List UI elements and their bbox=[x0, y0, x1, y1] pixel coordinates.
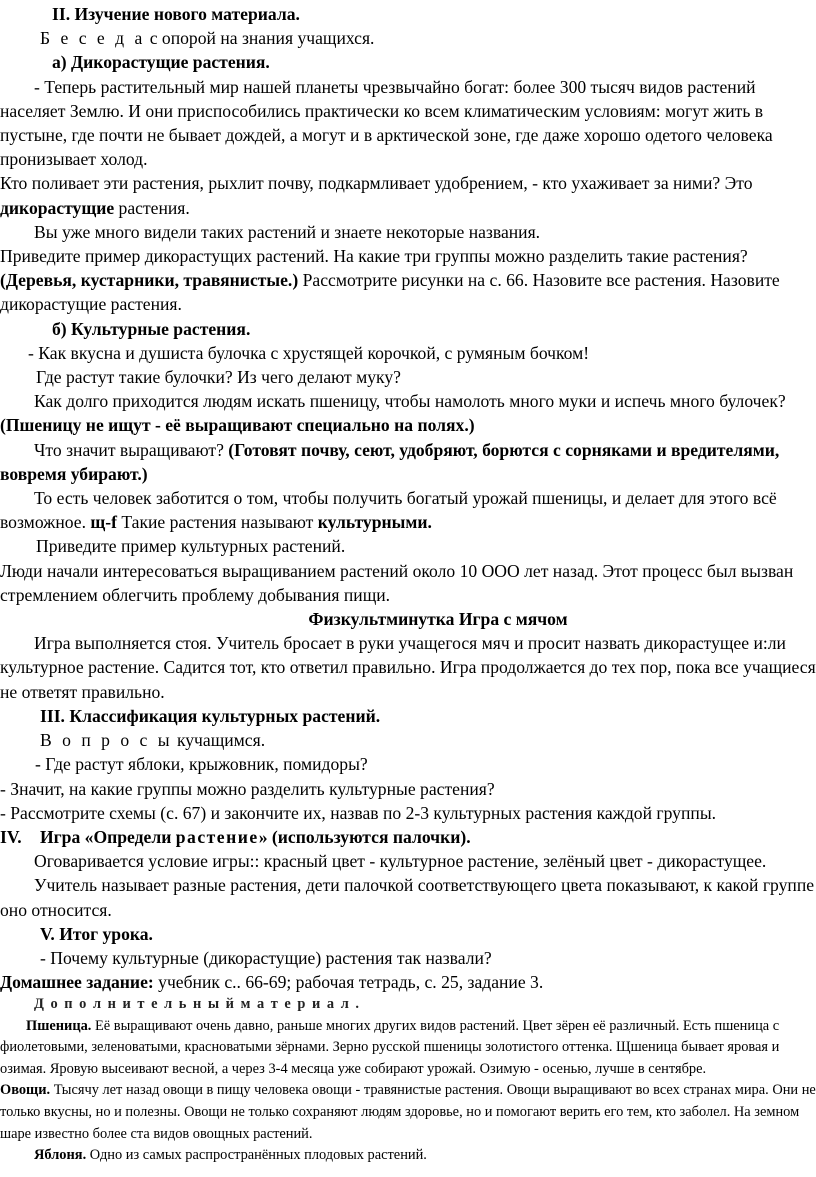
section-3-title: III. Классификация культурных растений. bbox=[40, 705, 381, 726]
vegetables-text: Тысячу лет назад овощи в пищу человека овощи - травянистые растения. Овощи выращивают во всех странах мира. Они не только вкусны, но и полезны. Овощи не только сохраняют людям здоровье, но и помогают верить его тем, кто заболел. На земном шаре известно более ста видов овощных растений. bbox=[0, 1082, 816, 1142]
game-condition: Оговаривается условие игры:: красный цвет - культурное растение, зелёный цвет - дикорастущее. bbox=[34, 851, 767, 872]
spaced-word: растение bbox=[175, 826, 259, 847]
extra-title: Д о п о л н и т е л ь н ы й м а т е р и а л . bbox=[34, 996, 361, 1012]
question-3: - Рассмотрите схемы (с. 67) и закончите их, назвав по 2-3 культурных растения каждой группы. bbox=[0, 802, 717, 823]
paragraph-grow-meaning bbox=[0, 438, 816, 486]
game-description: Учитель называет разные растения, дети палочкой соответствующего цвета показывают, к какой группе оно относится. bbox=[0, 875, 815, 920]
question-2: - Значит, на какие группы можно разделить культурные растения? bbox=[0, 778, 495, 799]
homework-line bbox=[0, 970, 816, 994]
paragraph-search-wheat bbox=[0, 389, 816, 437]
subsection-b-title: б) Культурные растения. bbox=[52, 318, 251, 339]
paragraph-give-example: Приведите пример культурных растений. bbox=[36, 536, 346, 557]
paragraph-where-buns: Где растут такие булочки? Из чего делают муку? bbox=[36, 367, 401, 388]
voprosy-rest: кучащимся. bbox=[172, 730, 266, 751]
text-span: То есть человек заботится о том, чтобы получить богатый урожай пшеницы, и делает для этого всё возможное. bbox=[0, 488, 777, 533]
paragraph-bun: - Как вкусна и душиста булочка с хрустящей корочкой, с румяным бочком! bbox=[28, 342, 590, 363]
text-span: Что значит выращивают? bbox=[34, 439, 229, 460]
text-span: Такие растения называют bbox=[116, 512, 318, 533]
voprosy-spaced: В о п р о с ы bbox=[40, 730, 173, 751]
paragraph-cultural-definition bbox=[0, 486, 816, 534]
beseda-rest: с опорой на знания учащихся. bbox=[145, 28, 375, 49]
bold-answer-grow: (Готовят почву, сеют, удобряют, борются с сорняками и вредителями, вовремя убирают.) bbox=[0, 439, 780, 484]
text-span: растения. bbox=[114, 197, 190, 218]
main-text bbox=[0, 2, 816, 994]
bold-answer-wheat: (Пшеницу не ищут - её выращивают специально на полях.) bbox=[0, 415, 475, 436]
fizminutka-text: Игра выполняется стоя. Учитель бросает в руки учащегося мяч и просит назвать дикорастущее и:ли культурное растение. Садится тот, кто ответил правильно. Игра продолжается до тех пор, пока все учащиеся не ответят правильно. bbox=[0, 633, 816, 702]
bold-term-cultural: культурными. bbox=[317, 512, 432, 533]
text-span: Рассмотрите рисунки на с. 66. Назовите все растения. Назовите дикорастущие растения. bbox=[0, 270, 780, 315]
wheat-text: Её выращивают очень давно, раньше многих других видов растений. Цвет зёрен её различный. Есть пшеница с фиолетовыми, зеленоватыми, красноватыми зёрнами. Зерно русской пшеницы золотистого оттенка. Щшеница бывает яровая и озимая. Яровую высеивают весной, а через 3-4 месяца уже собирают урожай. Озимую - осенью, лучше в сентябре. bbox=[0, 1017, 780, 1077]
apple-text: Одно из самых распространённых плодовых растений. bbox=[86, 1147, 427, 1164]
bold-answer-groups: (Деревья, кустарники, травянистые.) bbox=[0, 270, 299, 291]
section-4-number: IV. bbox=[0, 826, 22, 847]
text-span: Кто поливает эти растения, рыхлит почву, подкармливает удобрением, - кто ухаживает за ними? Это bbox=[0, 173, 753, 194]
beseda-spaced: Б е с е д а bbox=[40, 28, 146, 49]
section-5-title: V. Итог урока. bbox=[40, 923, 153, 944]
subsection-a-title: а) Дикорастущие растения. bbox=[52, 52, 270, 73]
bold-artifact: щ-f bbox=[90, 512, 117, 533]
paragraph-who-cares bbox=[0, 171, 816, 219]
paragraph-wild-plants-intro: - Теперь растительный мир нашей планеты чрезвычайно богат: более 300 тысяч видов растений населяет Землю. И они приспособились практически ко всем климатическим условиям: могут жить в пустыне, где почти не бывает дождей, а могут и в арктической зоне, где даже хорошо одетого человека пронизывает холод. bbox=[0, 76, 773, 170]
paragraph-seen-many: Вы уже много видели таких растений и знаете некоторые названия. bbox=[34, 221, 541, 242]
homework-text: учебник с.. 66-69; рабочая тетрадь, с. 25, задание 3. bbox=[153, 972, 544, 993]
extra-apple bbox=[0, 1145, 816, 1167]
summary-question: - Почему культурные (дикорастущие) растения так назвали? bbox=[40, 947, 492, 968]
text-span: » (используются палочки). bbox=[258, 826, 471, 847]
section-2-title: II. Изучение нового материала. bbox=[52, 4, 300, 24]
paragraph-groups bbox=[0, 244, 816, 317]
beseda-line bbox=[0, 26, 816, 50]
wheat-label: Пшеница. bbox=[26, 1017, 92, 1034]
homework-label: Домашнее задание: bbox=[0, 972, 154, 993]
fizminutka-title: Физкультминутка Игра с мячом bbox=[308, 609, 568, 630]
question-1: - Где растут яблоки, крыжовник, помидоры? bbox=[35, 754, 368, 775]
voprosy-line bbox=[0, 728, 816, 752]
paragraph-history: Люди начали интересоваться выращиванием растений около 10 ООО лет назад. Этот процесс был вызван стремлением облегчить проблему добывания пищи. bbox=[0, 560, 794, 605]
extra-material bbox=[0, 994, 816, 1167]
extra-wheat bbox=[0, 1016, 816, 1081]
section-4-title bbox=[0, 825, 816, 849]
vegetables-label: Овощи. bbox=[0, 1082, 51, 1099]
bold-term-wild: дикорастущие bbox=[0, 197, 115, 218]
apple-label: Яблоня. bbox=[34, 1147, 87, 1164]
extra-vegetables bbox=[0, 1080, 816, 1145]
text-span: Как долго приходится людям искать пшеницу, чтобы намолоть много муки и испечь много булочек? bbox=[34, 391, 786, 412]
text-span: Приведите пример дикорастущих растений. На какие три группы можно разделить такие растения? bbox=[0, 246, 748, 267]
text-span: Игра «Определи bbox=[40, 826, 176, 847]
